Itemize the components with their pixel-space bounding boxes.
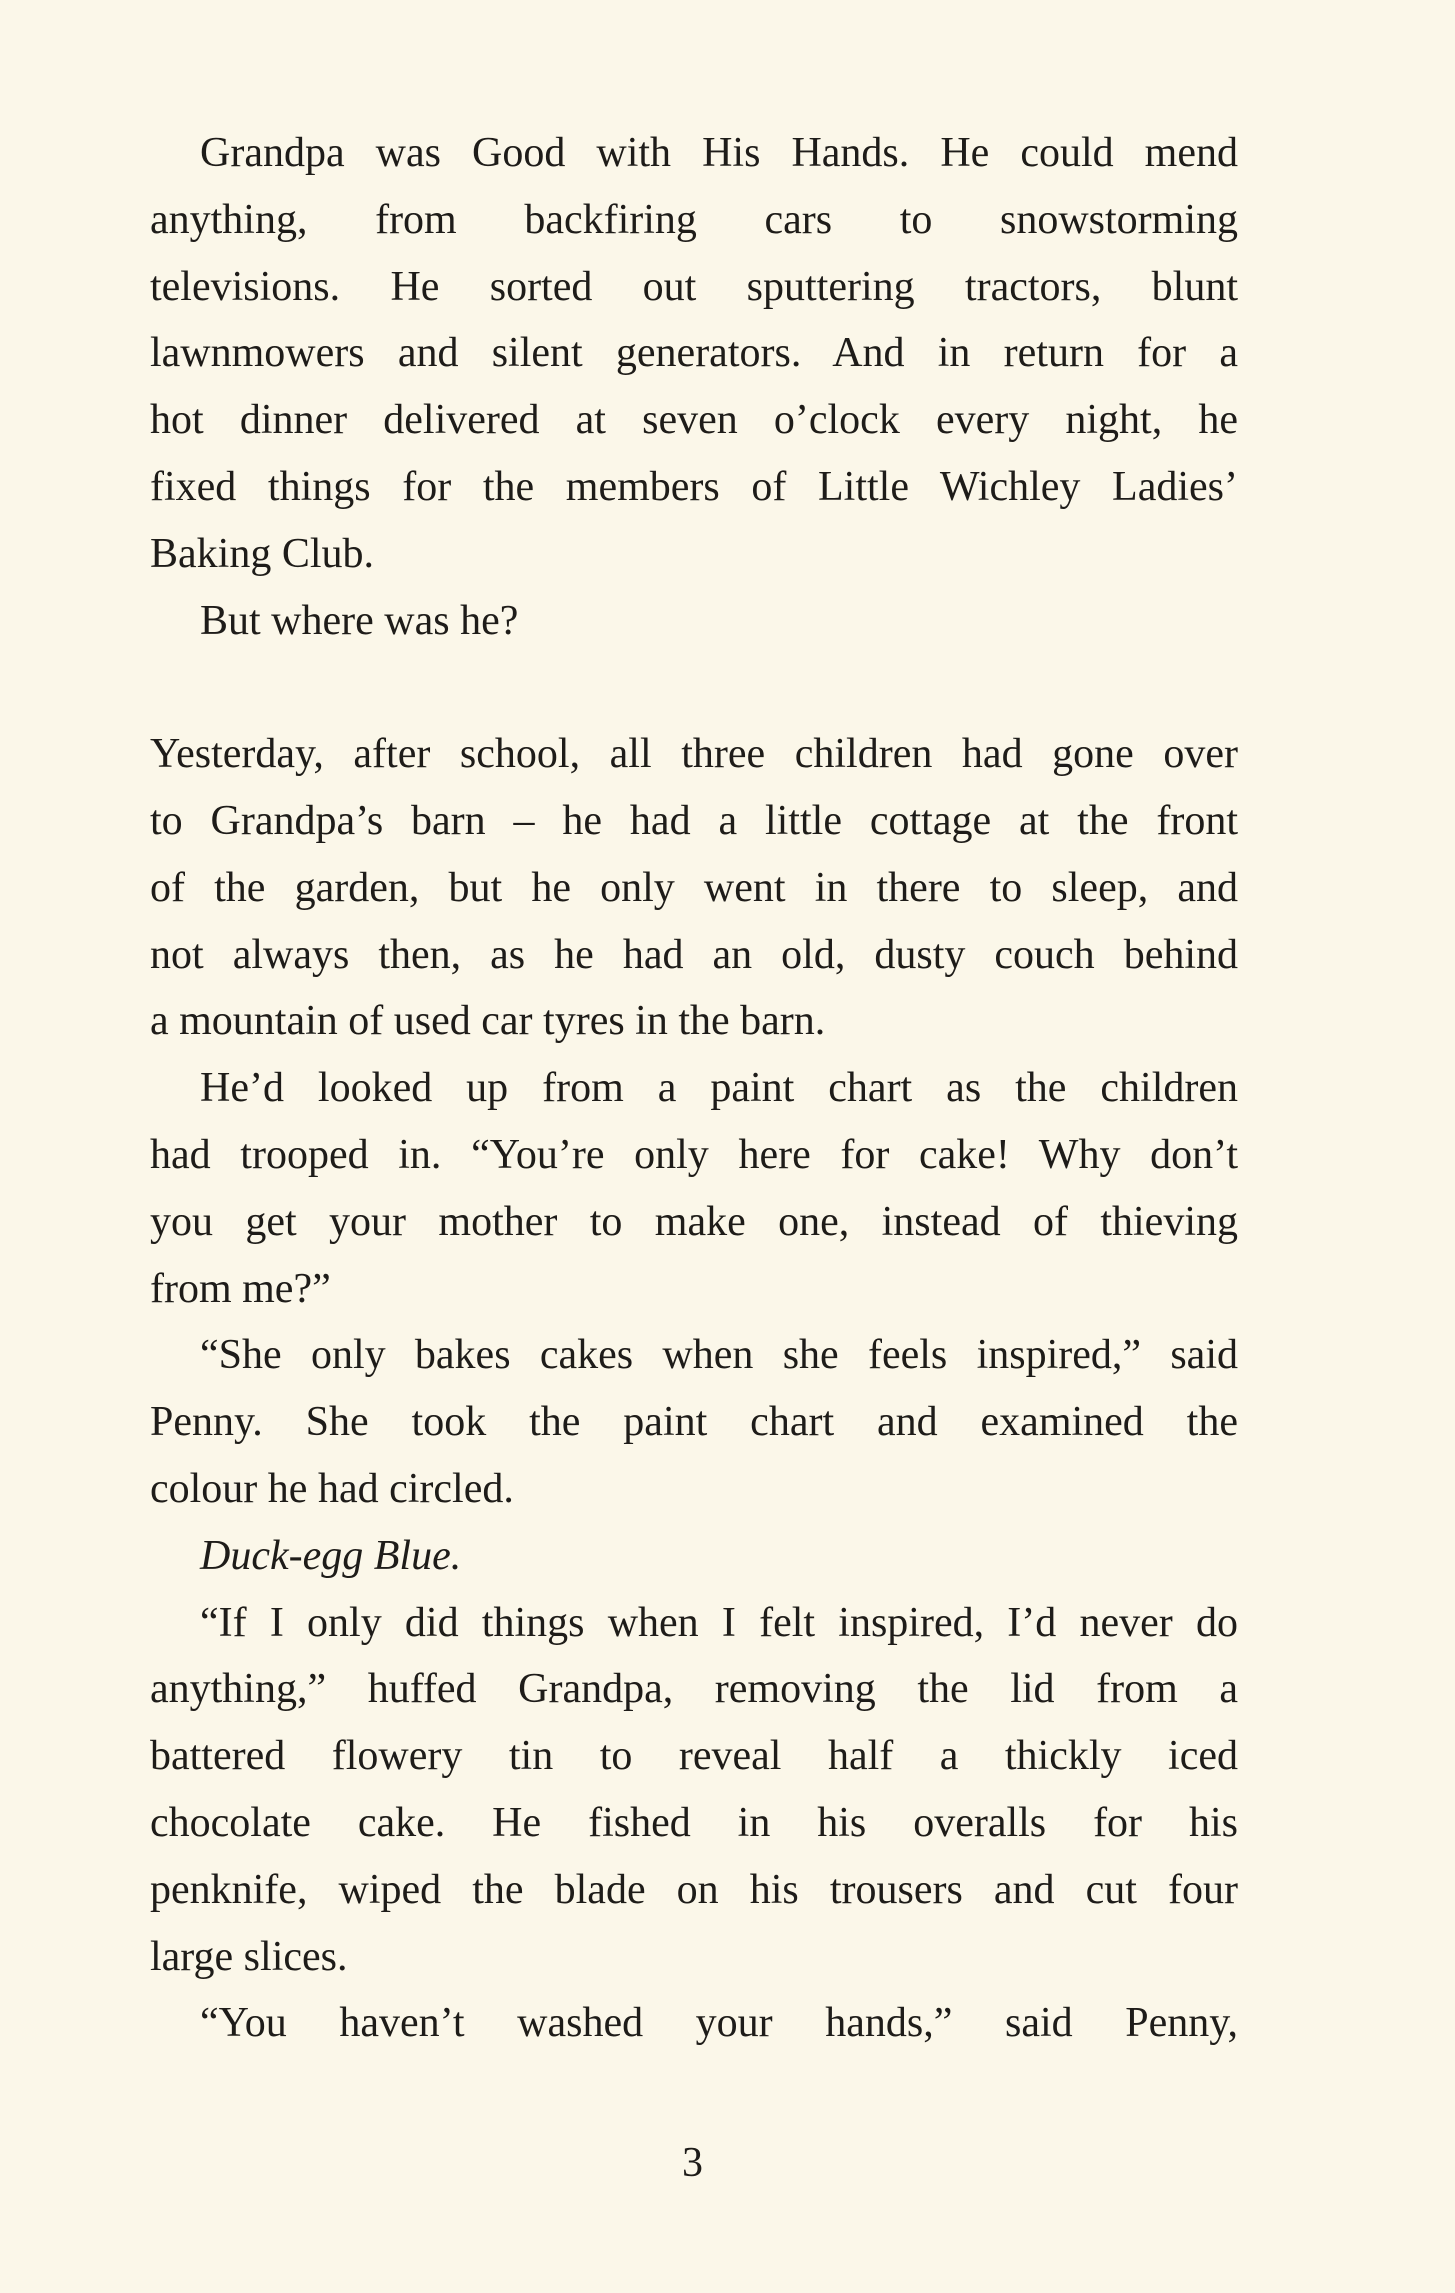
text-line: He’d looked up from a paint chart as the children <box>200 1065 1238 1112</box>
text-line: colour he had circled. <box>150 1465 514 1512</box>
text-line: chocolate cake. He fished in his overalls for his <box>150 1799 1238 1846</box>
text-line: Penny. She took the paint chart and examined the <box>150 1399 1238 1446</box>
text-line: to Grandpa’s barn – he had a little cottage at the front <box>150 797 1238 844</box>
text-line: large slices. <box>150 1933 348 1980</box>
text-line: Baking Club. <box>150 530 375 577</box>
body-text <box>150 120 1238 2057</box>
text-line: Yesterday, after school, all three children had gone over <box>150 731 1238 778</box>
text-line: you get your mother to make one, instead of thieving <box>150 1198 1238 1245</box>
text-line: televisions. He sorted out sputtering tractors, blunt <box>150 263 1238 310</box>
text-line: lawnmowers and silent generators. And in return for a <box>150 330 1238 377</box>
text-line: not always then, as he had an old, dusty couch behind <box>150 931 1238 978</box>
text-line: from me?” <box>150 1265 331 1312</box>
text-line: penknife, wiped the blade on his trousers and cut four <box>150 1866 1238 1913</box>
text-line: had trooped in. “You’re only here for cake! Why don’t <box>150 1131 1238 1178</box>
text-line: fixed things for the members of Little Wichley Ladies’ <box>150 463 1238 510</box>
page-number: 3 <box>682 2140 703 2186</box>
text-line: “She only bakes cakes when she feels inspired,” said <box>200 1332 1238 1379</box>
section-break <box>150 654 1238 721</box>
text-line: battered flowery tin to reveal half a thickly iced <box>150 1733 1238 1780</box>
text-line: anything, from backfiring cars to snowstorming <box>150 196 1238 243</box>
text-line-italic: Duck-egg Blue. <box>200 1532 462 1579</box>
text-line: “You haven’t washed your hands,” said Penny, <box>200 2000 1238 2047</box>
text-line: “If I only did things when I felt inspired, I’d never do <box>200 1599 1238 1646</box>
text-line: a mountain of used car tyres in the barn. <box>150 998 826 1045</box>
text-line: But where was he? <box>200 597 519 644</box>
text-line: anything,” huffed Grandpa, removing the lid from a <box>150 1666 1238 1713</box>
text-line: of the garden, but he only went in there to sleep, and <box>150 864 1238 911</box>
text-line: hot dinner delivered at seven o’clock every night, he <box>150 397 1238 444</box>
text-line: Grandpa was Good with His Hands. He could mend <box>200 130 1238 176</box>
